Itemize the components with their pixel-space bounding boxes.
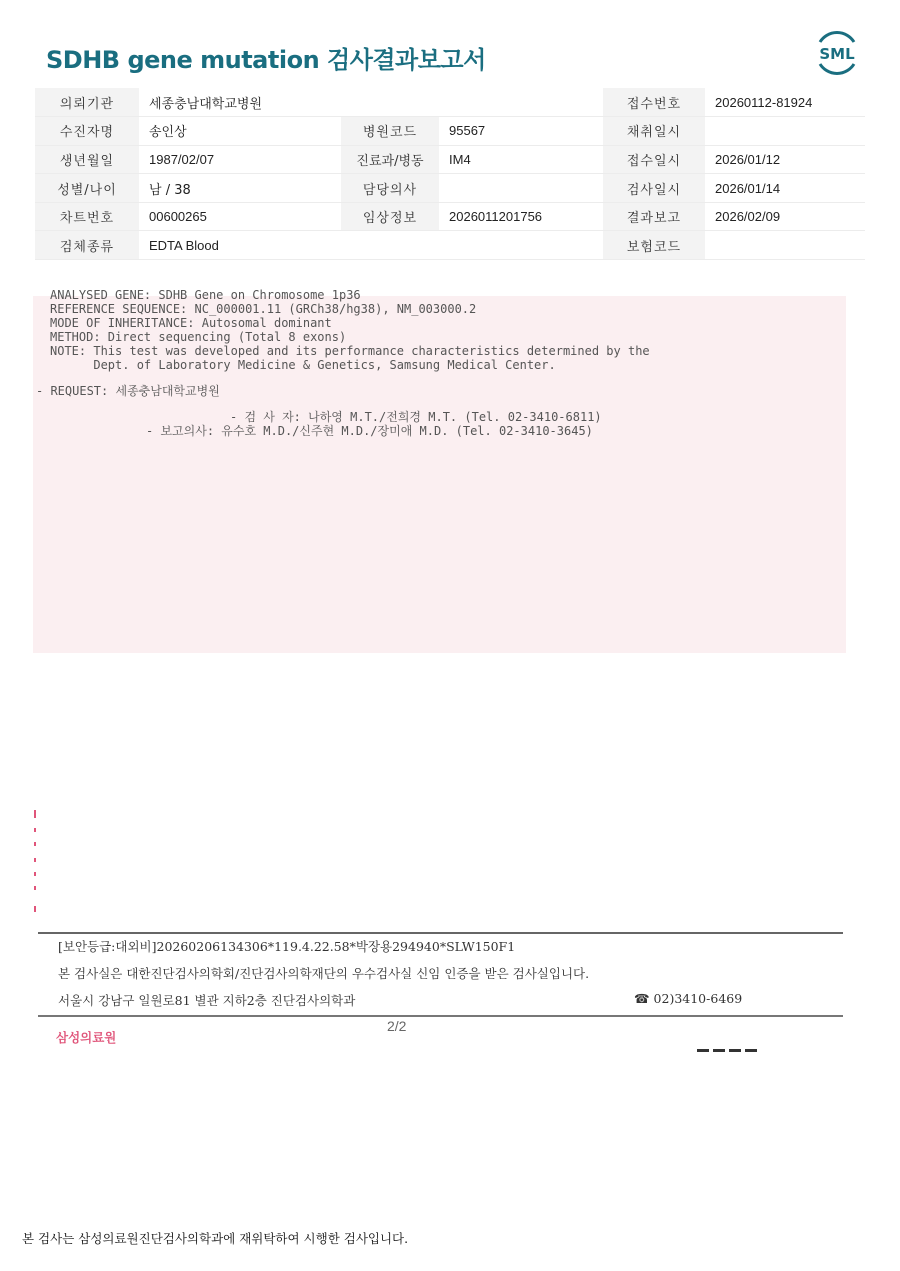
certification-line: 본 검사실은 대한진단검사의학회/진단검사의학재단의 우수검사실 신임 인증을 받은 검사실입니다. xyxy=(58,966,590,981)
analysed-gene-line: ANALYSED GENE: SDHB Gene on Chromosome 1p36 xyxy=(50,288,361,302)
note-continuation-line: Dept. of Laboratory Medicine & Genetics, Samsung Medical Center. xyxy=(50,358,556,372)
receipt-date-value: 2026/01/12 xyxy=(705,145,865,174)
specimen-label: 검체종류 xyxy=(35,231,139,260)
test-date-label: 검사일시 xyxy=(603,174,705,203)
report-date-value: 2026/02/09 xyxy=(705,202,865,231)
phone-line: ☎ 02)3410-6469 xyxy=(634,991,743,1006)
doctor-label: 담당의사 xyxy=(341,174,439,203)
request-line: - REQUEST: 세종충남대학교병원 xyxy=(36,384,220,398)
hospital-code-label: 병원코드 xyxy=(341,117,439,146)
scan-artifact-marks xyxy=(33,810,37,920)
dept-label: 진료과/병동 xyxy=(341,145,439,174)
report-title: SDHB gene mutation 검사결과보고서 xyxy=(46,46,486,74)
note-line: NOTE: This test was developed and its performance characteristics determined by the xyxy=(50,344,650,358)
table-row xyxy=(35,231,865,260)
clinical-value: 2026011201756 xyxy=(439,202,603,231)
sml-logo-icon xyxy=(812,30,862,76)
sex-age-value: 남 / 38 xyxy=(139,174,341,203)
hospital-code-value: 95567 xyxy=(439,117,603,146)
receipt-no-value: 20260112-81924 xyxy=(705,88,865,117)
reference-sequence-line: REFERENCE SEQUENCE: NC_000001.11 (GRCh38/hg38), NM_003000.2 xyxy=(50,302,477,316)
table-row xyxy=(35,145,865,174)
hospital-mark: 삼성의료원 xyxy=(56,1030,117,1045)
chart-no-label: 차트번호 xyxy=(35,202,139,231)
test-date-value: 2026/01/14 xyxy=(705,174,865,203)
examiner-line: - 검 사 자: 나하영 M.T./전희경 M.T. (Tel. 02-3410-6811) xyxy=(230,410,602,424)
reporter-line: - 보고의사: 유수호 M.D./신주현 M.D./장미애 M.D. (Tel. 02-3410-3645) xyxy=(146,424,593,438)
method-line: METHOD: Direct sequencing (Total 8 exons) xyxy=(50,330,347,344)
insurance-value xyxy=(705,231,865,260)
table-row xyxy=(35,117,865,146)
sex-age-label: 성별/나이 xyxy=(35,174,139,203)
report-date-label: 결과보고 xyxy=(603,202,705,231)
doctor-value xyxy=(439,174,603,203)
birth-value: 1987/02/07 xyxy=(139,145,341,174)
collect-date-label: 채취일시 xyxy=(603,117,705,146)
page-number: 2/2 xyxy=(387,1018,407,1034)
footer-divider-bottom xyxy=(38,1015,843,1017)
specimen-value: EDTA Blood xyxy=(139,231,603,260)
receipt-date-label: 접수일시 xyxy=(603,145,705,174)
institution-label: 의뢰기관 xyxy=(35,88,139,117)
institution-value: 세종충남대학교병원 xyxy=(139,88,603,117)
table-row xyxy=(35,202,865,231)
table-row xyxy=(35,174,865,203)
clinical-label: 임상정보 xyxy=(341,202,439,231)
receipt-no-label: 접수번호 xyxy=(603,88,705,117)
chart-no-value: 00600265 xyxy=(139,202,341,231)
scan-artifact-text-fragment xyxy=(697,1038,759,1042)
dept-value: IM4 xyxy=(439,145,603,174)
collect-date-value xyxy=(705,117,865,146)
security-line: [보안등급:대외비]20260206134306*119.4.22.58*박장용294940*SLW150F1 xyxy=(58,939,516,954)
patient-label: 수진자명 xyxy=(35,117,139,146)
address-line: 서울시 강남구 일원로81 별관 지하2층 진단검사의학과 xyxy=(58,993,356,1008)
bottom-note: 본 검사는 삼성의료원진단검사의학과에 재위탁하여 시행한 검사입니다. xyxy=(22,1231,409,1246)
inheritance-line: MODE OF INHERITANCE: Autosomal dominant xyxy=(50,316,332,330)
patient-info-table xyxy=(35,88,865,260)
birth-label: 생년월일 xyxy=(35,145,139,174)
patient-value: 송인상 xyxy=(139,117,341,146)
footer-divider-top xyxy=(38,932,843,934)
logo-text: SML xyxy=(819,45,855,63)
insurance-label: 보험코드 xyxy=(603,231,705,260)
table-row xyxy=(35,88,865,117)
